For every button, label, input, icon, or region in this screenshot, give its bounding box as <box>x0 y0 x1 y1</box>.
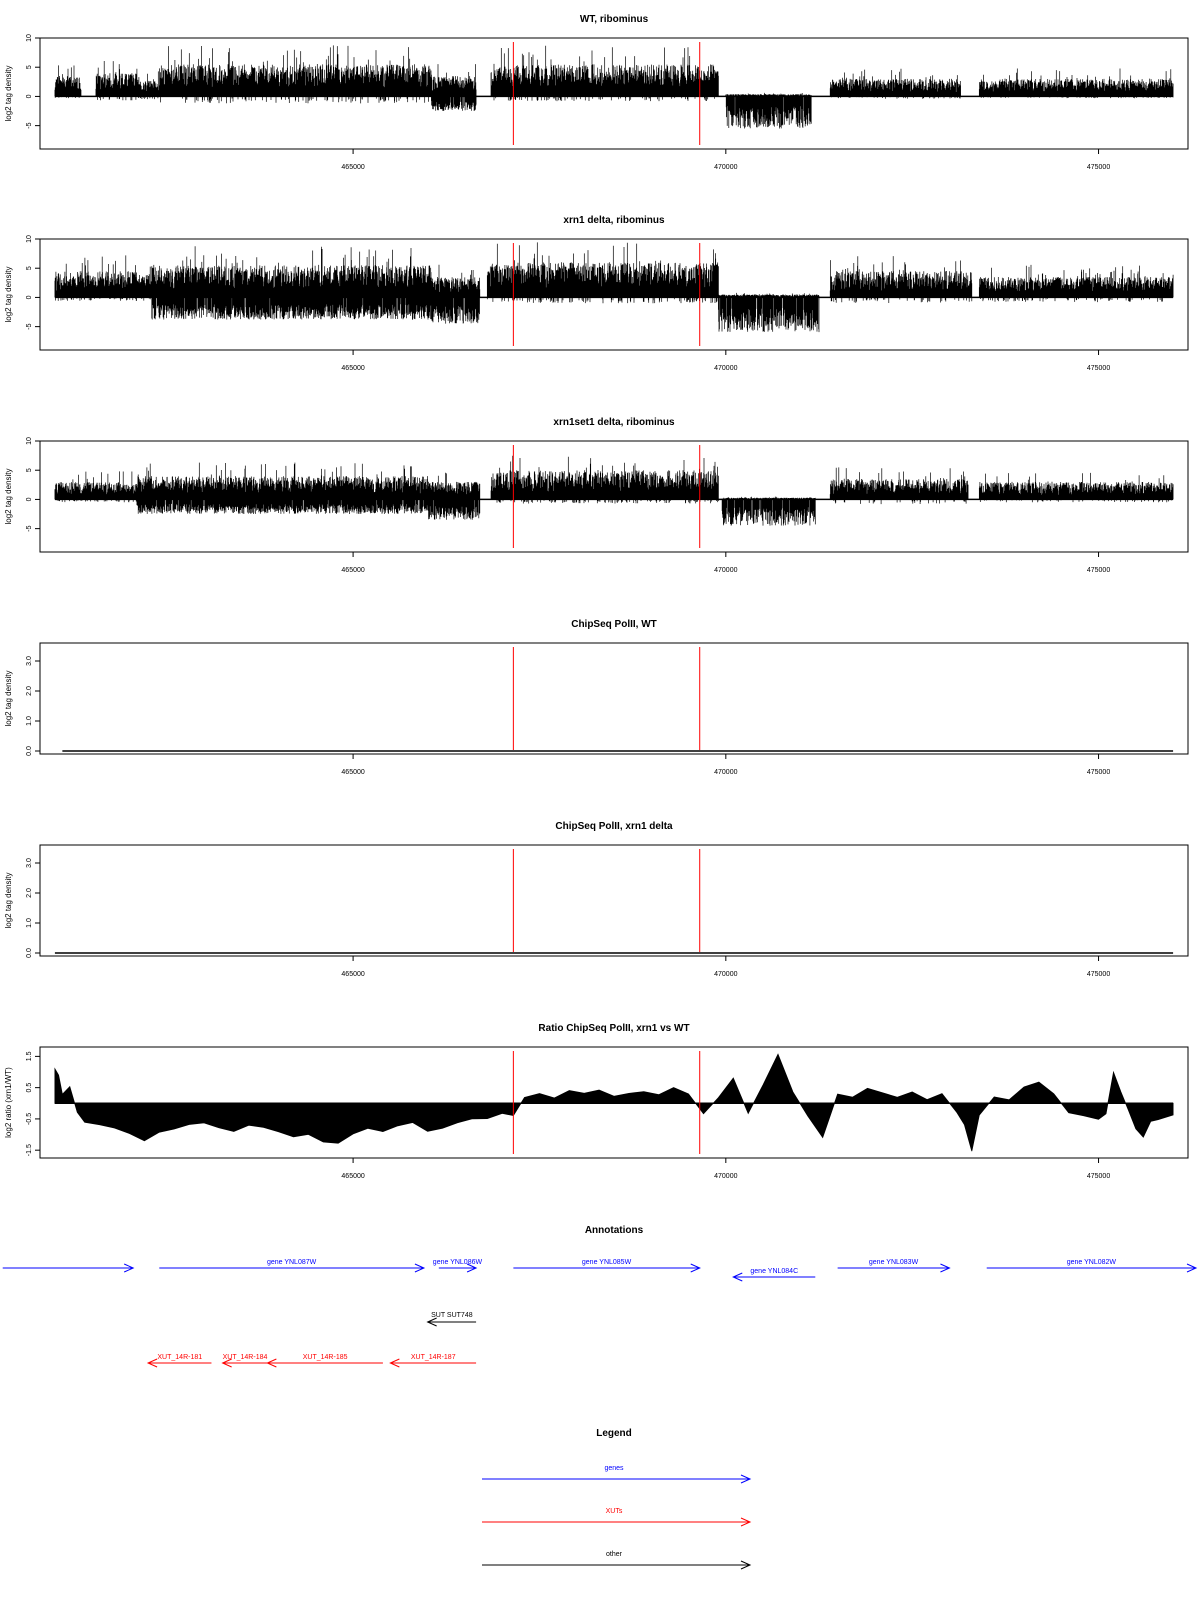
x-tick-label: 475000 <box>1086 365 1111 372</box>
y-tick-label: 5 <box>26 266 33 271</box>
annotations-track <box>3 1225 1196 1367</box>
negative-signal-bars <box>431 96 476 111</box>
y-axis-label: log2 tag density <box>4 65 13 122</box>
positive-signal-bars <box>55 471 137 499</box>
x-tick-label: 465000 <box>341 365 365 372</box>
positive-signal-bars <box>55 65 81 96</box>
chart-title: xrn1set1 delta, ribominus <box>553 417 675 428</box>
legend <box>482 1428 750 1569</box>
y-tick-label: 0 <box>26 295 33 300</box>
x-tick-label: 465000 <box>341 567 365 574</box>
positive-signal-bars <box>55 255 152 297</box>
y-tick-label: 3.0 <box>26 858 33 868</box>
legend-label: XUTs <box>605 1508 623 1515</box>
chart-title: ChipSeq PolII, WT <box>571 619 657 630</box>
negative-signal-bars <box>722 499 815 525</box>
positive-signal-bars <box>428 473 480 500</box>
xut-label: XUT_14R-184 <box>222 1354 268 1361</box>
positive-signal-bars <box>137 71 159 96</box>
gene-label: gene YNL083W <box>868 1259 919 1266</box>
xut-label: XUT_14R-187 <box>410 1354 456 1361</box>
x-tick-label: 470000 <box>714 769 738 776</box>
y-axis-label: log2 tag density <box>4 872 13 929</box>
chart-title: WT, ribominus <box>579 14 649 25</box>
y-tick-label: 0.5 <box>26 1082 33 1093</box>
x-tick-label: 475000 <box>1086 164 1111 171</box>
y-tick-label: 10 <box>26 235 33 243</box>
panel-2 <box>4 215 1188 372</box>
positive-signal-bars <box>830 467 968 499</box>
gene-label: gene YNL085W <box>581 1259 632 1266</box>
negative-signal-bars <box>161 96 429 103</box>
data-marks <box>55 45 1173 128</box>
x-tick-label: 465000 <box>341 769 365 776</box>
y-tick-label: 0.0 <box>26 746 33 756</box>
y-axis-label: log2 tag density <box>4 468 13 525</box>
positive-signal-bars <box>830 256 972 297</box>
x-tick-label: 475000 <box>1086 769 1111 776</box>
legend-label: other <box>606 1551 622 1558</box>
x-tick-label: 470000 <box>714 1173 738 1180</box>
negative-signal-bars <box>831 297 972 303</box>
y-tick-label: -1.5 <box>26 1144 33 1157</box>
positive-signal-bars <box>830 70 882 97</box>
x-tick-label: 470000 <box>714 971 738 978</box>
y-tick-label: 5 <box>26 468 33 473</box>
negative-signal-bars <box>487 297 717 303</box>
y-tick-label: 1.0 <box>26 716 33 726</box>
data-marks <box>55 456 1173 526</box>
y-tick-label: 0 <box>26 497 33 502</box>
negative-signal-bars <box>718 297 819 332</box>
gene-label: gene YNL084C <box>750 1268 799 1275</box>
positive-signal-bars <box>137 463 428 500</box>
positive-signal-bars <box>487 242 718 297</box>
y-tick-label: 0 <box>26 94 33 99</box>
positive-signal-bars <box>491 46 718 97</box>
negative-signal-bars <box>152 297 432 319</box>
y-tick-label: 2.0 <box>26 686 33 696</box>
y-tick-label: 10 <box>26 34 33 42</box>
negative-signal-bars <box>428 499 480 519</box>
x-tick-label: 475000 <box>1086 567 1111 574</box>
panel-6 <box>4 1023 1188 1180</box>
panel-4 <box>4 619 1188 776</box>
legend-label: genes <box>604 1465 624 1472</box>
positive-signal-bars <box>431 265 479 298</box>
y-axis-label: log2 ratio (xrn1/WT) <box>4 1067 13 1138</box>
chart-title: ChipSeq PolII, xrn1 delta <box>555 821 673 832</box>
panel-3 <box>4 417 1188 574</box>
y-tick-label: 1.5 <box>26 1051 33 1062</box>
y-tick-label: -5 <box>26 525 33 532</box>
other-label: SUT SUT748 <box>431 1312 473 1319</box>
negative-signal-bars <box>726 96 811 128</box>
xut-label: XUT_14R-181 <box>157 1354 203 1361</box>
y-tick-label: 0.0 <box>26 948 33 958</box>
y-axis-label: log2 tag density <box>4 266 13 323</box>
y-tick-label: 2.0 <box>26 888 33 898</box>
xut-label: XUT_14R-185 <box>302 1354 348 1361</box>
x-tick-label: 465000 <box>341 971 365 978</box>
gene-label: gene YNL082W <box>1066 1259 1117 1266</box>
y-tick-label: 3.0 <box>26 656 33 666</box>
y-tick-label: -5 <box>26 122 33 129</box>
y-tick-label: -5 <box>26 323 33 330</box>
positive-signal-bars <box>152 246 432 297</box>
data-marks <box>55 1054 1173 1151</box>
x-tick-label: 470000 <box>714 164 738 171</box>
panel-1 <box>4 14 1188 171</box>
x-tick-label: 475000 <box>1086 971 1111 978</box>
x-tick-label: 475000 <box>1086 1173 1111 1180</box>
y-axis-label: log2 tag density <box>4 670 13 727</box>
y-tick-label: 5 <box>26 65 33 70</box>
x-tick-label: 470000 <box>714 567 738 574</box>
positive-signal-bars <box>96 61 137 96</box>
plot-frame <box>40 845 1188 956</box>
positive-signal-bars <box>159 45 431 96</box>
positive-signal-bars <box>979 473 1173 500</box>
panel-5 <box>4 821 1188 978</box>
positive-signal-bars <box>431 64 476 96</box>
gene-label: gene YNL086W <box>432 1259 483 1266</box>
chart-title: Ratio ChipSeq PolII, xrn1 vs WT <box>538 1023 690 1034</box>
positive-signal-bars <box>979 69 1173 97</box>
y-tick-label: 1.0 <box>26 918 33 928</box>
chart-title: xrn1 delta, ribominus <box>563 215 665 226</box>
positive-signal-bars <box>979 265 1173 298</box>
y-tick-label: 10 <box>26 437 33 445</box>
negative-signal-bars <box>137 499 428 514</box>
plot-frame <box>40 643 1188 754</box>
x-tick-label: 465000 <box>341 1173 365 1180</box>
legend-title: Legend <box>596 1428 632 1439</box>
gene-label: gene YNL087W <box>266 1259 317 1266</box>
y-tick-label: -0.5 <box>26 1112 33 1125</box>
x-tick-label: 470000 <box>714 365 738 372</box>
x-tick-label: 465000 <box>341 164 365 171</box>
negative-signal-bars <box>431 297 479 323</box>
positive-signal-bars <box>491 456 718 500</box>
data-marks <box>55 242 1173 332</box>
positive-signal-bars <box>882 69 960 97</box>
annotations-title: Annotations <box>584 1225 644 1236</box>
